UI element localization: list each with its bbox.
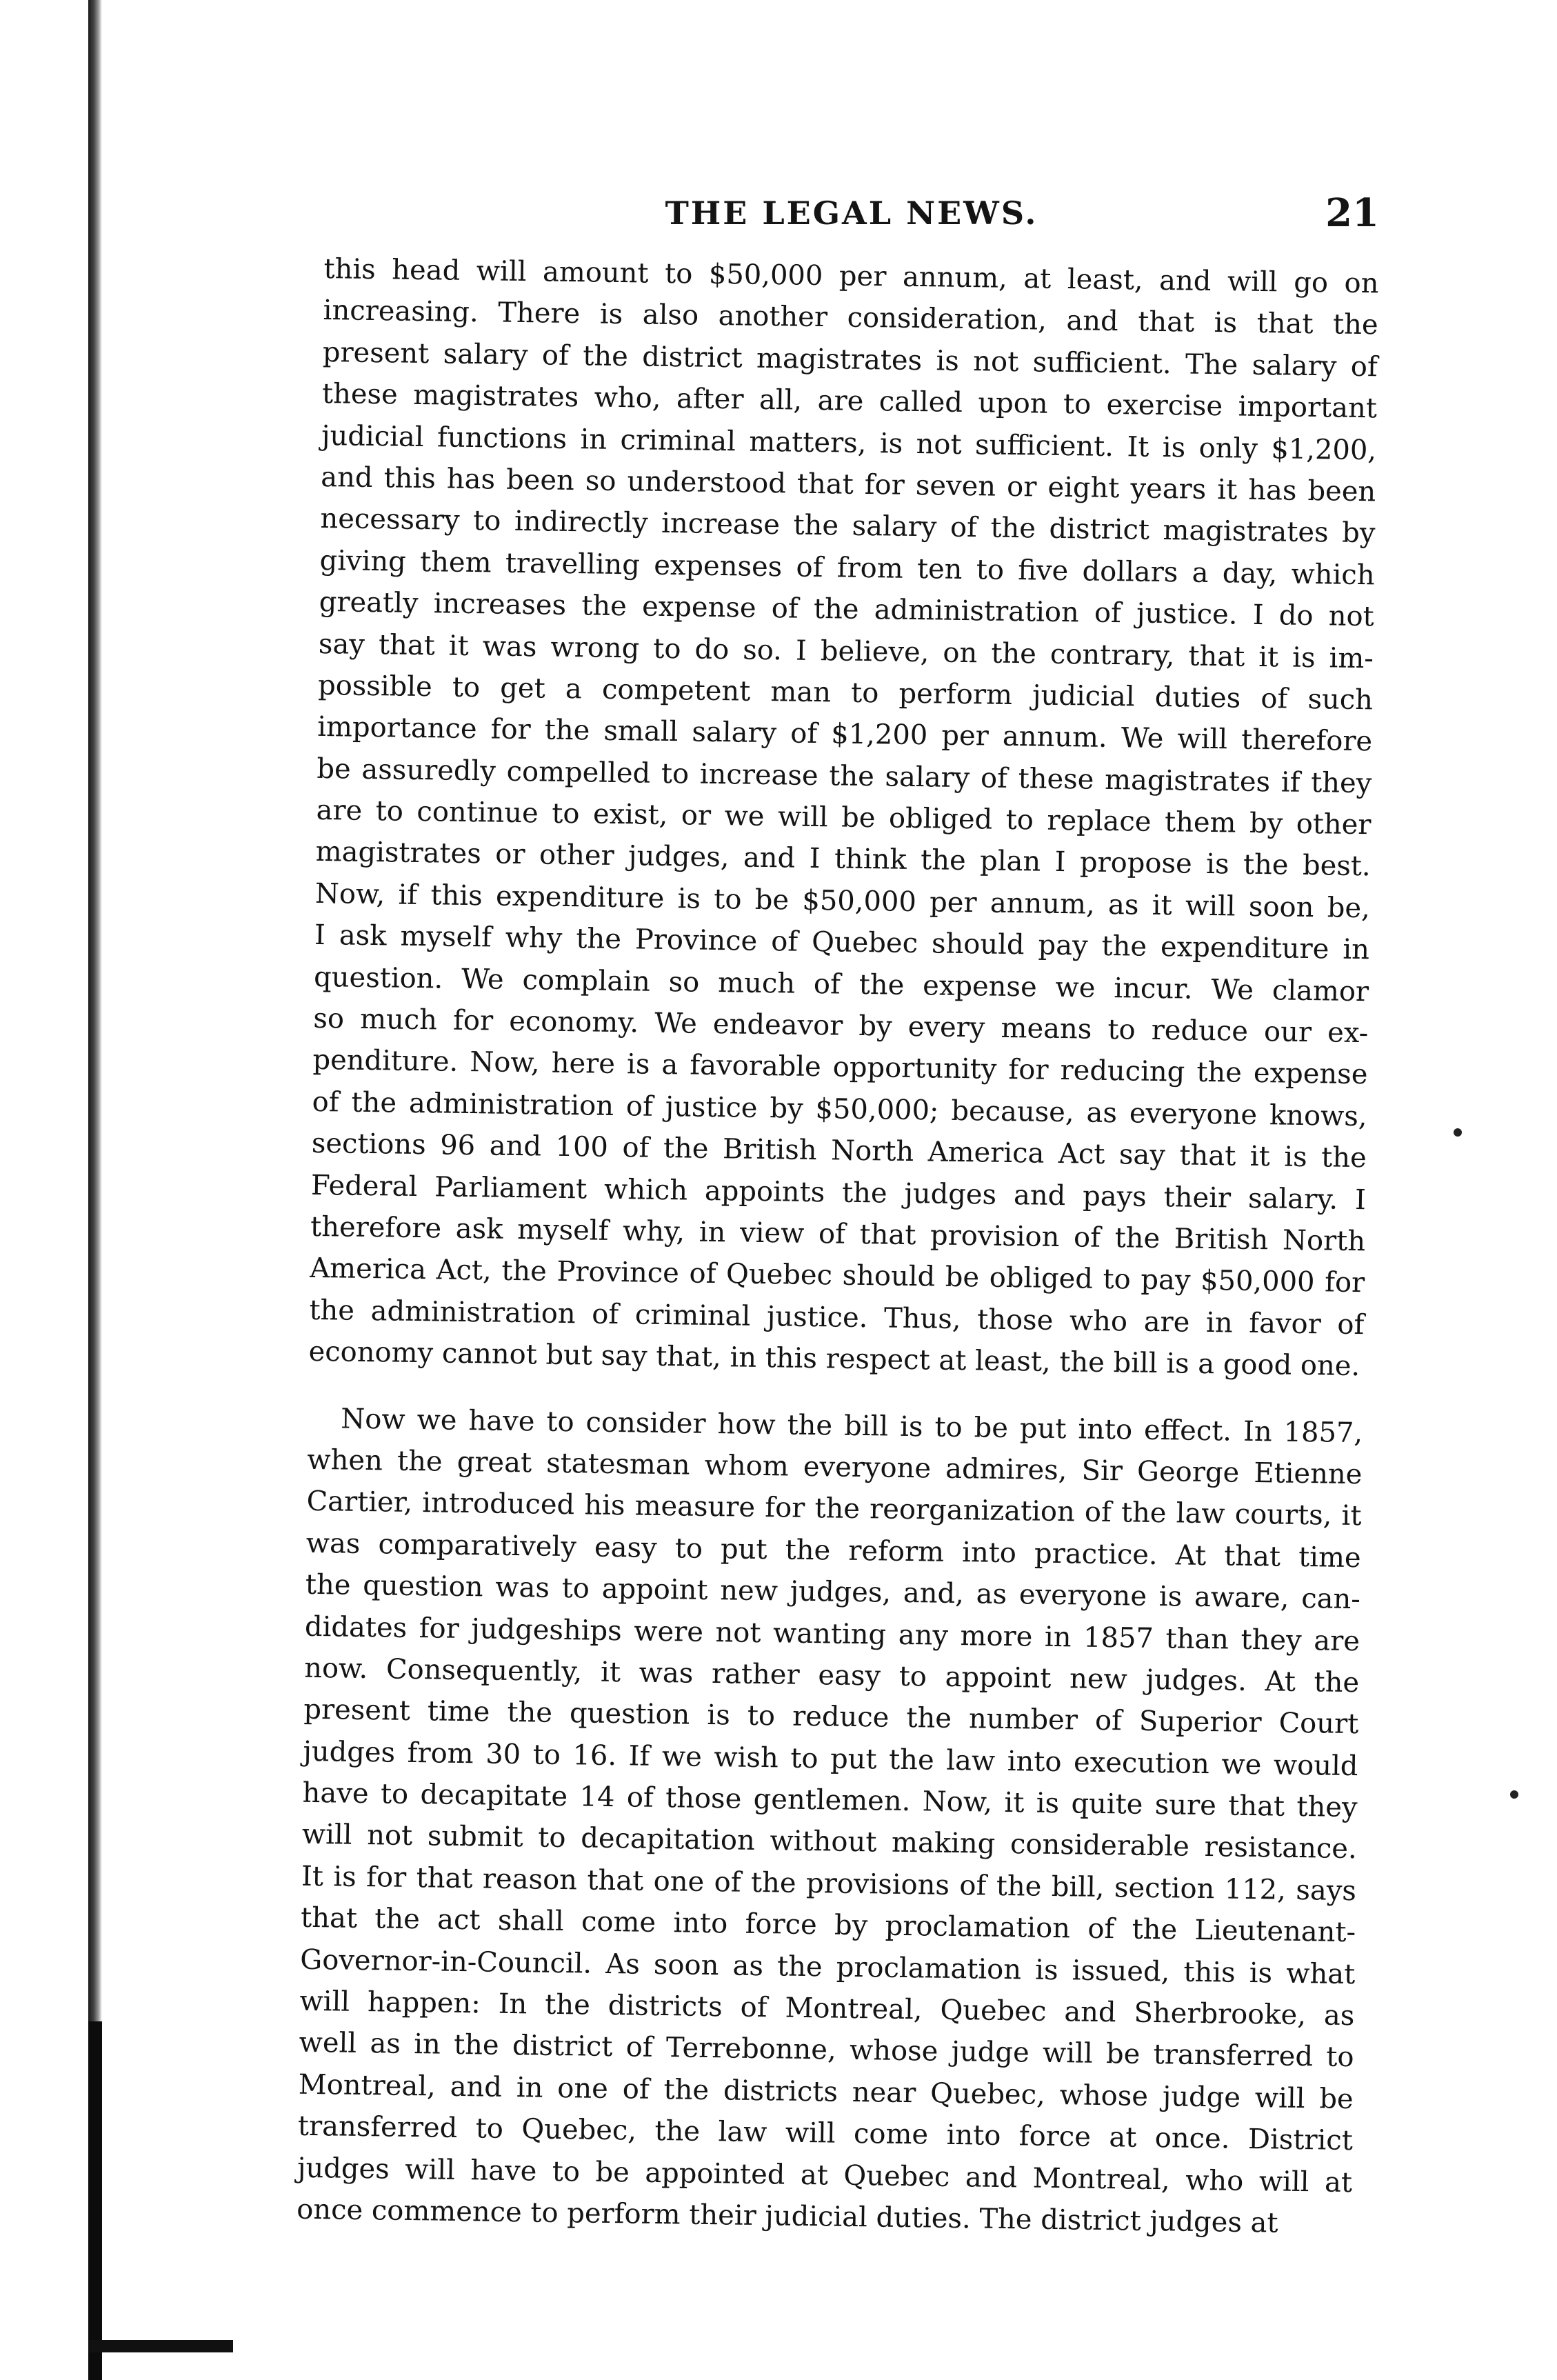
text-line: the question was to appoint new judges, and, as everyone is aware, can- (305, 1568, 1361, 1616)
text-line: Now, if this expenditure is to be $50,000 per annum, as it will soon be, (314, 877, 1371, 925)
text-line: of the administration of justice by $50,000; because, as everyone knows, (312, 1086, 1367, 1133)
text-line: will happen: In the districts of Montreal, Quebec and Sherbrooke, as (299, 1985, 1355, 2032)
text-line: that the act shall come into force by proclamation of the Lieutenant- (300, 1902, 1356, 1949)
text-line: America Act, the Province of Quebec should be obliged to pay $50,000 for (310, 1252, 1365, 1299)
text-line: question. We complain so much of the expense we incur. We clamor (313, 961, 1369, 1008)
text-line: judicial functions in criminal matters, is not sufficient. It is only $1,200, (321, 419, 1377, 466)
text-line: this head will amount to $50,000 per annum, at least, and will go on (323, 252, 1379, 300)
text-line: these magistrates who, after all, are called upon to exercise important (321, 378, 1378, 425)
text-line: Cartier, introduced his measure for the reorganization of the law courts, it (306, 1486, 1362, 1532)
text-line: magistrates or other judges, and I think the plan I propose is the best. (315, 836, 1371, 883)
ink-speck (1454, 1128, 1462, 1137)
text-line: are to continue to exist, or we will be obliged to replace them by other (316, 794, 1372, 841)
text-line: well as in the district of Terrebonne, whose judge will be transferred to (299, 2027, 1354, 2074)
text-line: didates for judgeships were not wanting any more in 1857 than they are (304, 1610, 1360, 1657)
text-line: have to decapitate 14 of those gentlemen. Now, it is quite sure that they (302, 1777, 1358, 1824)
text-line: I ask myself why the Province of Quebec should pay the expenditure in (314, 919, 1370, 966)
text-line: Governor-in-Council. As soon as the proclamation is issued, this is what (300, 1943, 1356, 1990)
text-line: economy cannot but say that, in this respect at least, the bill is a good one. (308, 1336, 1360, 1383)
text-line: was comparatively easy to put the reform into practice. At that time (305, 1527, 1361, 1574)
text-line: sections 96 and 100 of the British North America Act say that it is the (311, 1128, 1367, 1174)
text-line: greatly increases the expense of the administration of justice. I do not (319, 586, 1375, 633)
text-line: so much for economy. We endeavor by every means to reduce our ex- (313, 1002, 1369, 1050)
text-line: will not submit to decapitation without making considerable resistance. (301, 1819, 1358, 1866)
page-number: 21 (1325, 190, 1379, 236)
text-line: Federal Parliament which appoints the judges and pays their salary. I (310, 1169, 1367, 1216)
text-line: the administration of criminal justice. Thus, those who are in favor of (309, 1294, 1365, 1341)
text-line: increasing. There is also another consideration, and that is that the (323, 294, 1378, 341)
bottom-edge-mark (88, 2340, 233, 2352)
text-line: importance for the small salary of $1,200 per annum. We will therefore (317, 711, 1373, 758)
running-head: THE LEGAL NEWS. (665, 194, 1038, 232)
text-line: Montreal, and in one of the districts near Quebec, whose judge will be (298, 2068, 1354, 2115)
text-line: judges will have to be appointed at Quebec and Montreal, who will at (297, 2152, 1353, 2199)
text-line: be assuredly compelled to increase the salary of these magistrates if they (317, 752, 1372, 799)
text-line: say that it was wrong to do so. I believe, on the contrary, that it is im- (318, 628, 1374, 674)
page-binding-shadow (88, 2021, 102, 2380)
text-line: Now we have to consider how the bill is to be put into effect. In 1857, (340, 1403, 1363, 1449)
text-line: once commence to perform their judicial duties. The district judges at (296, 2193, 1278, 2239)
text-line: present salary of the district magistrates is not sufficient. The salary of (322, 336, 1378, 383)
text-line: transferred to Quebec, the law will come into force at once. District (297, 2110, 1354, 2157)
paragraph-2 (297, 1397, 1363, 2245)
ink-speck (1510, 1790, 1518, 1799)
text-line: when the great statesman whom everyone admires, Sir George Etienne (307, 1443, 1363, 1491)
text-line: necessary to indirectly increase the salary of the district magistrates by (320, 503, 1376, 550)
text-line: and this has been so understood that for seven or eight years it has been (321, 461, 1376, 508)
text-line: present time the question is to reduce the number of Superior Court (303, 1694, 1359, 1741)
text-line: It is for that reason that one of the provisions of the bill, section 112, says (301, 1860, 1357, 1907)
text-line: judges from 30 to 16. If we wish to put the law into execution we would (303, 1735, 1358, 1782)
page-header (324, 190, 1379, 243)
paragraph-1 (308, 248, 1379, 1388)
text-line: giving them travelling expenses of from ten to five dollars a day, which (319, 544, 1375, 592)
text-line: possible to get a competent man to perform judicial duties of such (317, 669, 1374, 717)
text-line: now. Consequently, it was rather easy to appoint new judges. At the (303, 1652, 1360, 1699)
article-body (297, 248, 1379, 2245)
text-line: penditure. Now, here is a favorable opportunity for reducing the expense (312, 1044, 1368, 1091)
text-line: therefore ask myself why, in view of that provision of the British North (310, 1210, 1366, 1258)
